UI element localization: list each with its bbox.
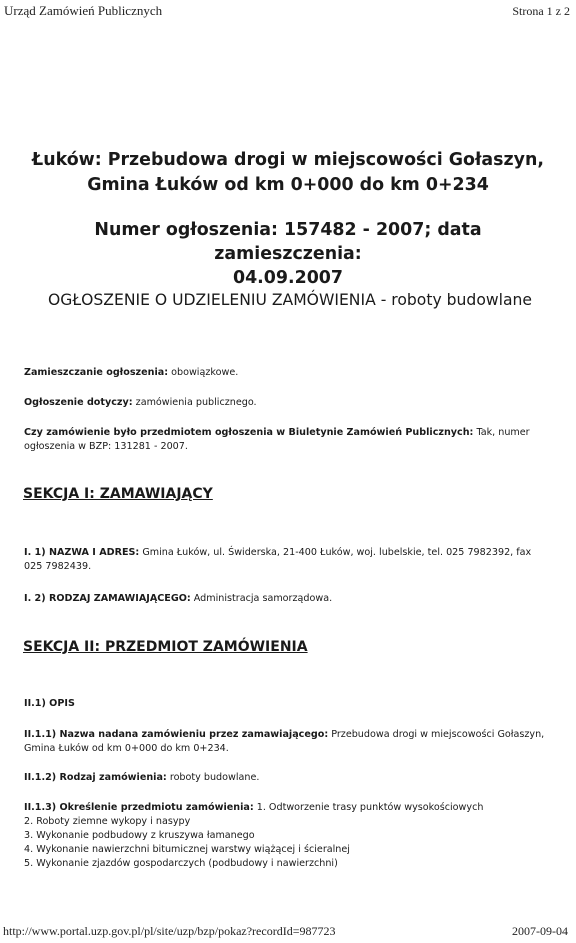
list-item: 4. Wykonanie nawierzchni bitumicznej warstwy wiążącej i ścieralnej [24,844,350,855]
field-dotyczy-value: zamówienia publicznego. [132,397,257,408]
section-2-okreslenie-first-line [24,801,554,815]
announcement-number-line-1: Numer ogłoszenia: 157482 - 2007; data zamieszczenia: [94,220,482,264]
field-biuletyn [24,426,539,454]
list-item: 5. Wykonanie zjazdów gospodarczych (podbudowy i nawierzchni) [24,858,338,869]
notice-type-main: OGŁOSZENIE O UDZIELENIU ZAMÓWIENIA [48,291,376,309]
field-biuletyn-label: Czy zamówienie było przedmiotem ogłoszenia w Biuletynie Zamówień Publicznych: [24,427,474,438]
section-1-rodzaj-value: Administracja samorządowa. [190,593,333,604]
section-2-okreslenie-label: II.1.3) Określenie przedmiotu zamówienia: [24,802,254,813]
section-1-rodzaj-label: I. 2) RODZAJ ZAMAWIAJĄCEGO: [24,593,191,604]
page-title-line-1: Łuków: Przebudowa drogi w miejscowości Gołaszyn, [32,150,544,170]
page-title-line-2: Gmina Łuków od km 0+000 do km 0+234 [87,175,489,195]
field-dotyczy-label: Ogłoszenie dotyczy: [24,397,133,408]
section-1-heading: SEKCJA I: ZAMAWIAJĄCY [23,486,213,502]
section-2-opis-label: II.1) OPIS [24,698,75,709]
notice-type [10,289,570,311]
section-1-rodzaj [24,592,554,606]
header-agency-name: Urząd Zamówień Publicznych [4,3,163,18]
page-title [20,148,556,198]
section-2-nazwa-value: Przebudowa drogi w miejscowości Gołaszyn, Gmina Łuków od km 0+000 do km 0+234. [24,729,545,754]
section-2-rodzaj-label: II.1.2) Rodzaj zamówienia: [24,772,167,783]
section-2-rodzaj [24,771,554,785]
field-zamieszczanie-label: Zamieszczanie ogłoszenia: [24,367,169,378]
list-item: 3. Wykonanie podbudowy z kruszywa łamanego [24,830,255,841]
announcement-number-line-2: 04.09.2007 [232,268,344,288]
section-2-heading: SEKCJA II: PRZEDMIOT ZAMÓWIENIA [23,639,308,655]
section-2-nazwa [24,728,552,756]
section-1-adres-value: Gmina Łuków, ul. Świderska, 21-400 Łuków, woj. lubelskie, tel. 025 7982392, fax 025 7982439. [24,547,532,572]
section-2-okreslenie [24,801,554,871]
section-2-nazwa-label: II.1.1) Nazwa nadana zamówieniu przez zamawiającego: [24,729,329,740]
field-biuletyn-value: Tak, numer ogłoszenia w BZP: 131281 - 2007. [24,427,530,452]
section-2-rodzaj-value: roboty budowlane. [166,772,260,783]
field-zamieszczanie [24,366,554,380]
list-item: 2. Roboty ziemne wykopy i nasypy [24,816,191,827]
footer-url: http://www.portal.uzp.gov.pl/pl/site/uzp/bzp/pokaz?recordId=987723 [3,924,336,938]
notice-type-suffix: - roboty budowlane [375,291,532,309]
section-2-opis [24,697,554,711]
footer-date: 2007-09-04 [512,924,568,938]
header-page-number: Strona 1 z 2 [512,4,570,18]
list-item: 1. Odtworzenie trasy punktów wysokościowych [253,802,484,813]
section-1-adres-label: I. 1) NAZWA I ADRES: [24,547,140,558]
section-1-adres [24,546,549,574]
field-zamieszczanie-value: obowiązkowe. [168,367,239,378]
field-dotyczy [24,396,554,410]
announcement-number [20,218,556,290]
